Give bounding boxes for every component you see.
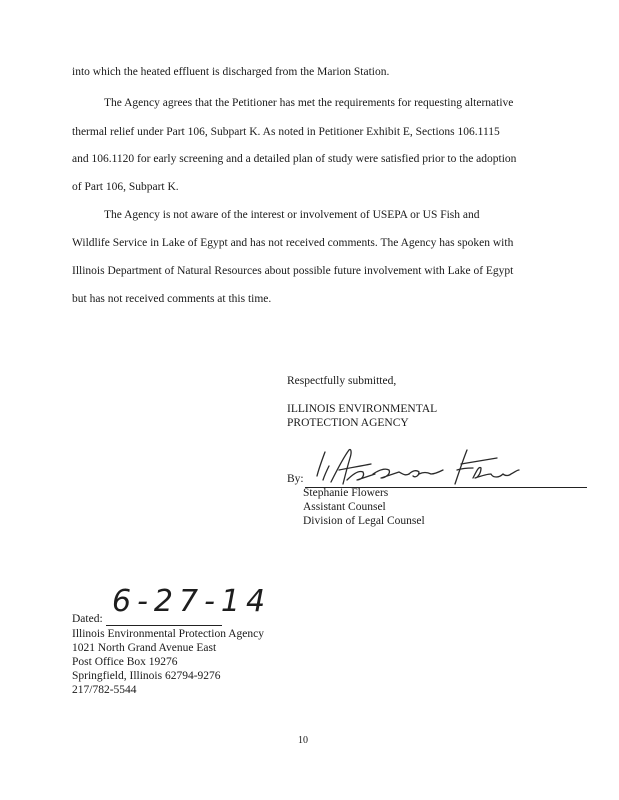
handwritten-date: 6-27-14 <box>112 584 272 619</box>
agency-name-line: ILLINOIS ENVIRONMENTAL <box>287 403 438 415</box>
page-number: 10 <box>298 735 308 746</box>
body-line: The Agency agrees that the Petitioner has met the requirements for requesting alternative <box>104 97 514 109</box>
address-line: 217/782-5544 <box>72 684 137 696</box>
address-line: 1021 North Grand Avenue East <box>72 642 217 654</box>
dated-label: Dated: <box>72 613 103 625</box>
body-line: Wildlife Service in Lake of Egypt and has not received comments. The Agency has spoken with <box>72 237 514 249</box>
signer-division: Division of Legal Counsel <box>303 515 425 527</box>
address-line: Illinois Environmental Protection Agency <box>72 628 264 640</box>
body-line: and 106.1120 for early screening and a detailed plan of study were satisfied prior to the adoption <box>72 153 517 165</box>
by-label: By: <box>287 473 304 485</box>
address-line: Post Office Box 19276 <box>72 656 178 668</box>
date-line <box>106 625 222 626</box>
body-line: Illinois Department of Natural Resources about possible future involvement with Lake of Egypt <box>72 265 514 277</box>
body-line: thermal relief under Part 106, Subpart K. As noted in Petitioner Exhibit E, Sections 106.1115 <box>72 126 500 138</box>
address-line: Springfield, Illinois 62794-9276 <box>72 670 221 682</box>
agency-name-line: PROTECTION AGENCY <box>287 417 409 429</box>
body-line: but has not received comments at this time. <box>72 293 272 305</box>
closing-text: Respectfully submitted, <box>287 375 397 387</box>
body-line: of Part 106, Subpart K. <box>72 181 179 193</box>
body-line: into which the heated effluent is discharged from the Marion Station. <box>72 66 390 78</box>
signer-name: Stephanie Flowers <box>303 487 389 499</box>
signer-title: Assistant Counsel <box>303 501 386 513</box>
body-line: The Agency is not aware of the interest or involvement of USEPA or US Fish and <box>104 209 480 221</box>
